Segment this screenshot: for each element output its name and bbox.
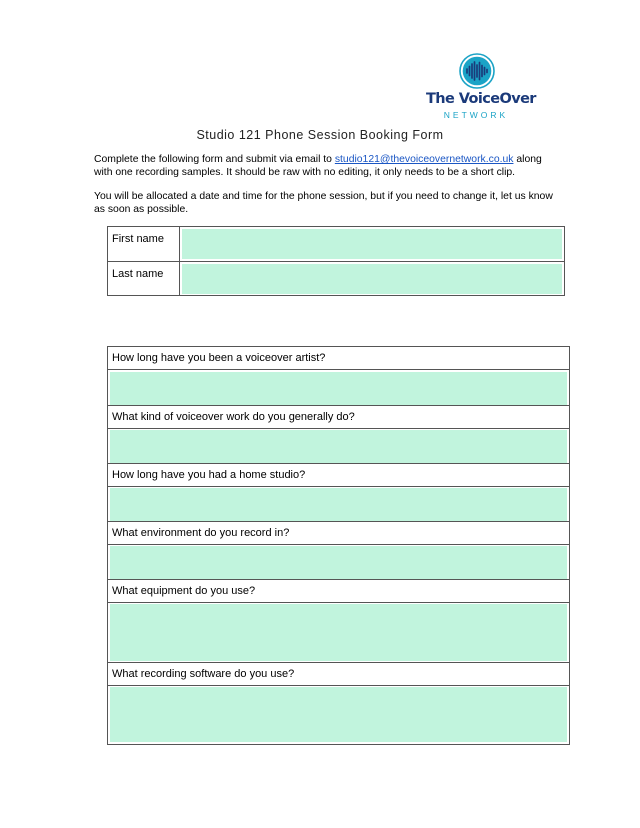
logo-network-text: NETWORK <box>443 110 509 120</box>
answer-field-experience[interactable] <box>110 372 567 405</box>
last-name-label: Last name <box>108 262 180 296</box>
question-label-environment: What environment do you record in? <box>108 522 569 545</box>
first-name-field[interactable] <box>182 229 562 259</box>
question-label-home-studio: How long have you had a home studio? <box>108 464 569 487</box>
first-name-label: First name <box>108 227 180 261</box>
questions-table <box>107 346 570 745</box>
answer-field-software[interactable] <box>110 687 567 742</box>
intro-paragraph <box>94 154 554 179</box>
intro-text-before: Complete the following form and submit via email to <box>94 154 335 165</box>
answer-field-environment[interactable] <box>110 546 567 579</box>
answer-field-work-type[interactable] <box>110 430 567 463</box>
question-label-experience: How long have you been a voiceover artist? <box>108 347 569 370</box>
soundwave-logo-icon <box>459 53 495 89</box>
voiceover-network-logo <box>426 52 536 124</box>
intro-text-after: along with one recording samples. It should be raw with no editing, it only needs to be a short clip. <box>94 154 542 178</box>
question-label-software: What recording software do you use? <box>108 663 569 686</box>
last-name-field[interactable] <box>182 264 562 294</box>
logo-name: The VoiceOver <box>426 91 536 107</box>
question-label-work-type: What kind of voiceover work do you generally do? <box>108 406 569 429</box>
answer-field-home-studio[interactable] <box>110 488 567 521</box>
email-link[interactable]: studio121@thevoiceovernetwork.co.uk <box>334 154 514 165</box>
page-title: Studio 121 Phone Session Booking Form <box>196 128 444 142</box>
name-table <box>107 226 565 296</box>
answer-field-equipment[interactable] <box>110 604 567 661</box>
question-label-equipment: What equipment do you use? <box>108 580 569 603</box>
first-name-row <box>108 227 564 262</box>
allocation-note: You will be allocated a date and time for the phone session, but if you need to change it, let us know as soon as possible. <box>94 191 553 215</box>
last-name-row <box>108 262 564 296</box>
